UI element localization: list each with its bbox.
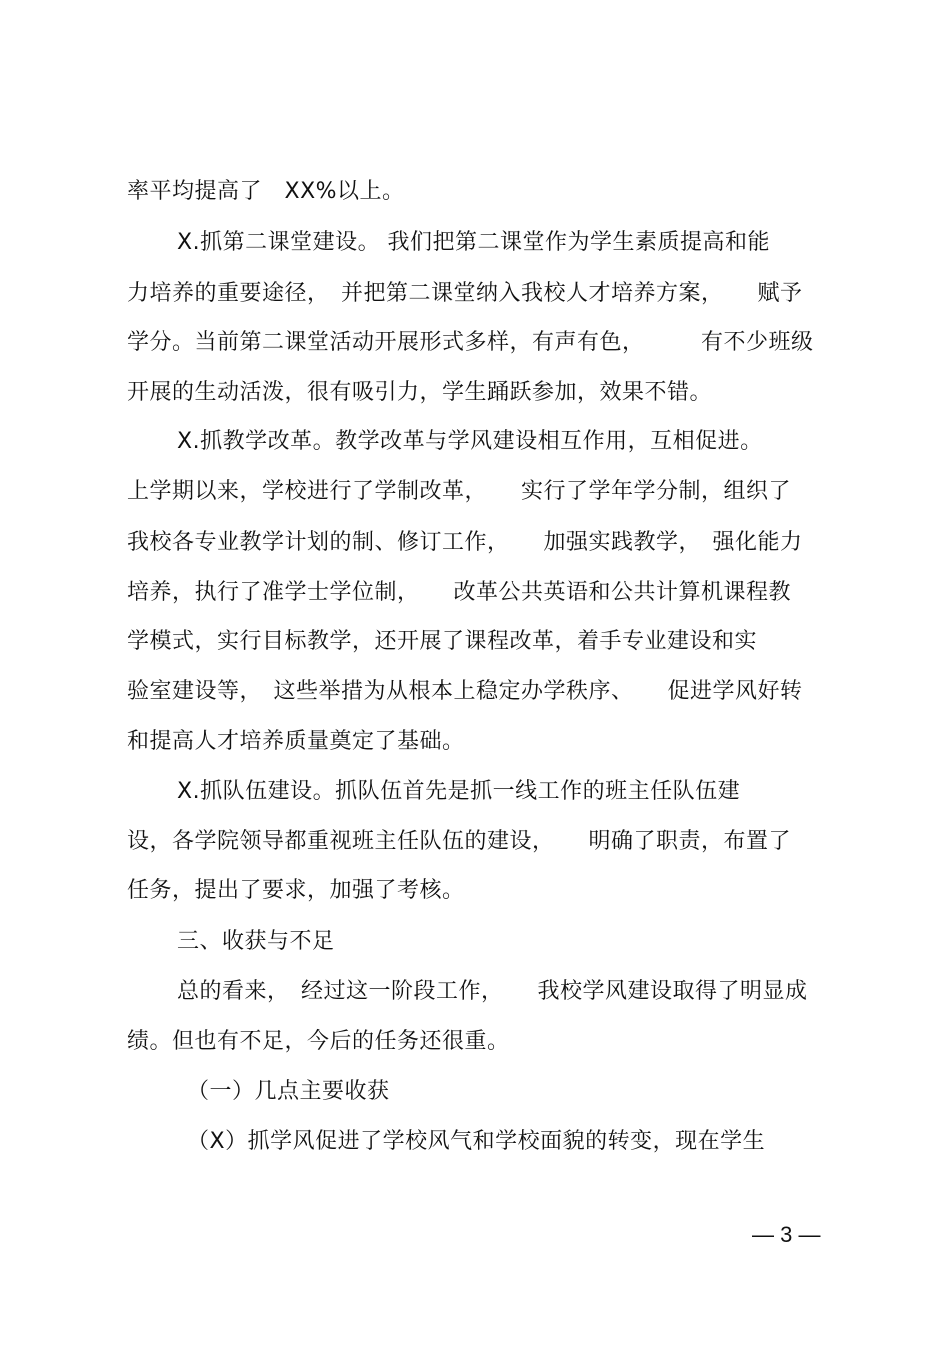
paragraph-line-6: X.抓教学改革。教学改革与学风建设相互作用，互相促进。 xyxy=(177,429,763,454)
paragraph-line-2: X.抓第二课堂建设。 我们把第二课堂作为学生素质提高和能 xyxy=(177,230,771,255)
paragraph-line-20: （X）抓学风促进了学校风气和学校面貌的转变，现在学生 xyxy=(187,1129,766,1154)
paragraph-line-15: 任务，提出了要求，加强了考核。 xyxy=(127,878,465,903)
paragraph-line-11: 验室建设等， 这些举措为从根本上稳定办学秩序、 促进学风好转 xyxy=(127,679,803,704)
section-heading: 三、收获与不足 xyxy=(177,929,335,954)
paragraph-line-9: 培养，执行了准学士学位制， 改革公共英语和公共计算机课程教 xyxy=(127,580,792,605)
paragraph-line-10: 学模式，实行目标教学，还开展了课程改革，着手专业建设和实 xyxy=(127,629,758,654)
paragraph-line-17: 总的看来， 经过这一阶段工作， 我校学风建设取得了明显成 xyxy=(177,979,808,1004)
paragraph-line-3: 力培养的重要途径， 并把第二课堂纳入我校人才培养方案， 赋予 xyxy=(127,281,803,306)
paragraph-line-13: X.抓队伍建设。抓队伍首先是抓一线工作的班主任队伍建 xyxy=(177,779,741,804)
paragraph-line-14: 设，各学院领导都重视班主任队伍的建设， 明确了职责，布置了 xyxy=(127,829,792,854)
subsection-heading: （一）几点主要收获 xyxy=(187,1079,390,1104)
paragraph-line-18: 绩。但也有不足，今后的任务还很重。 xyxy=(127,1029,510,1054)
paragraph-line-1: 率平均提高了 XX%以上。 xyxy=(127,179,405,204)
paragraph-line-4: 学分。当前第二课堂活动开展形式多样，有声有色， 有不少班级 xyxy=(127,330,814,355)
paragraph-line-7: 上学期以来，学校进行了学制改革， 实行了学年学分制，组织了 xyxy=(127,479,792,504)
paragraph-line-8: 我校各专业教学计划的制、修订工作， 加强实践教学， 强化能力 xyxy=(127,530,803,555)
paragraph-line-12: 和提高人才培养质量奠定了基础。 xyxy=(127,729,465,754)
page-number: — 3 — xyxy=(752,1222,821,1247)
paragraph-line-5: 开展的生动活泼，很有吸引力，学生踊跃参加，效果不错。 xyxy=(127,380,713,405)
